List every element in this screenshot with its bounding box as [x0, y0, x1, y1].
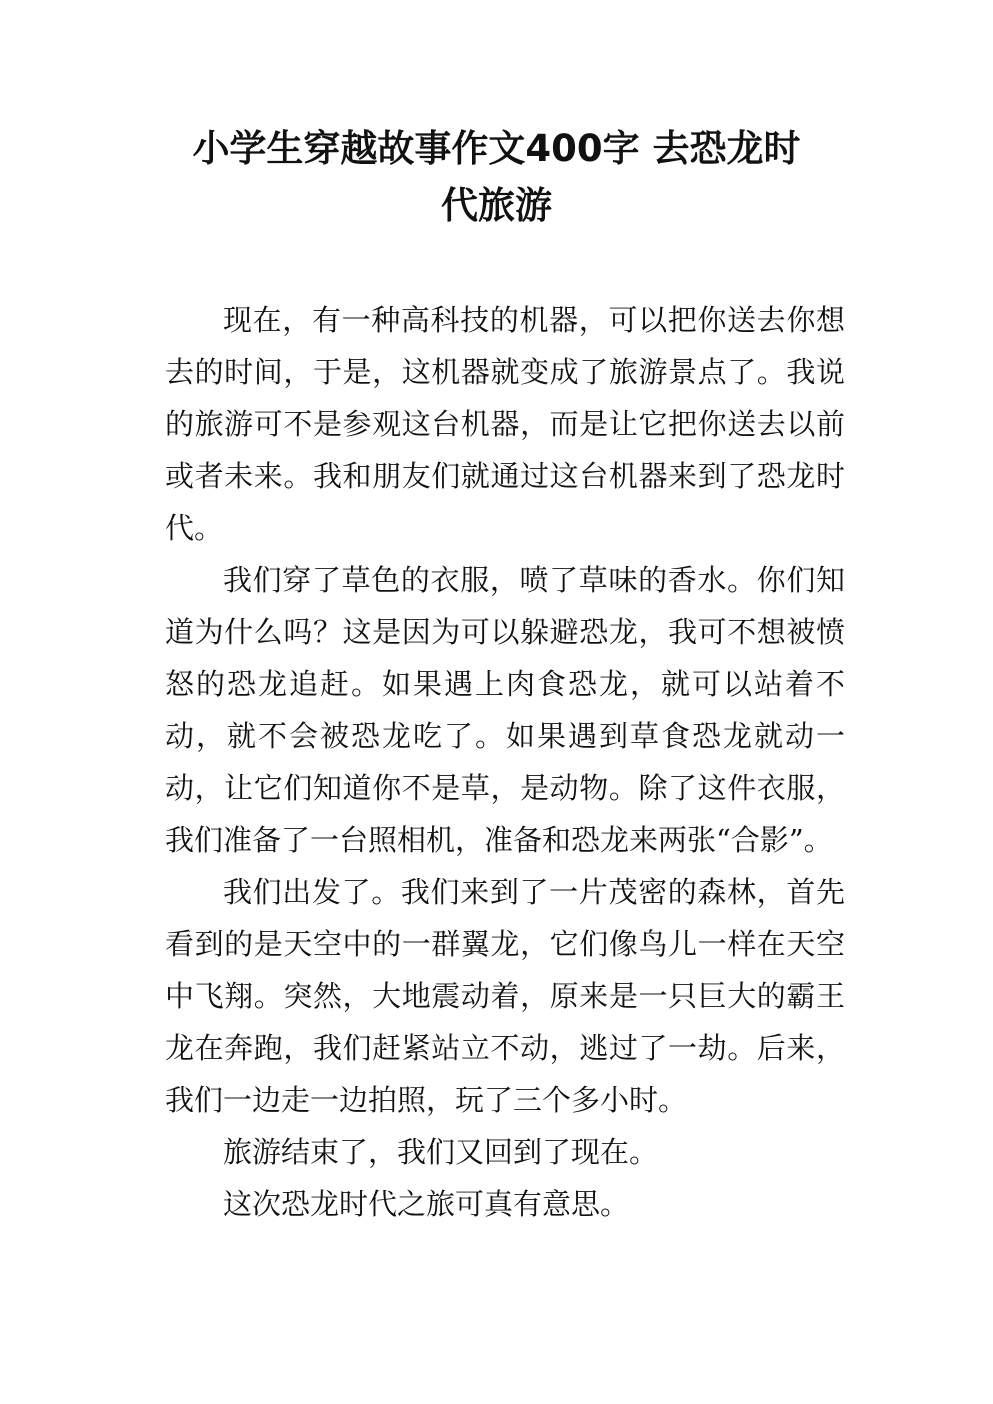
- title-line-1: 小学生穿越故事作文400字 去恐龙时: [192, 127, 801, 170]
- paragraph-1: 现在，有一种高科技的机器，可以把你送去你想去的时间，于是，这机器就变成了旅游景点了。我说的旅游可不是参观这台机器，而是让它把你送去以前或者未来。我和朋友们就通过这台机器来到了恐龙时代。: [165, 303, 845, 545]
- paragraph-3: 我们出发了。我们来到了一片茂密的森林，首先看到的是天空中的一群翼龙，它们像鸟儿一样在天空中飞翔。突然，大地震动着，原来是一只巨大的霸王龙在奔跑，我们赶紧站立不动，逃过了一劫。后来，我们一边走一边拍照，玩了三个多小时。: [165, 875, 845, 1117]
- page-title: [150, 120, 843, 234]
- essay-body: [165, 294, 845, 1230]
- title-line-2: 代旅游: [441, 184, 552, 227]
- paragraph-2: 我们穿了草色的衣服，喷了草味的香水。你们知道为什么吗？这是因为可以躲避恐龙，我可不想被愤怒的恐龙追赶。如果遇上肉食恐龙，就可以站着不动，就不会被恐龙吃了。如果遇到草食恐龙就动一动，让它们知道你不是草，是动物。除了这件衣服，我们准备了一台照相机，准备和恐龙来两张“合影”。: [165, 563, 845, 857]
- paragraph-5: 这次恐龙时代之旅可真有意思。: [223, 1187, 630, 1221]
- paragraph-4: 旅游结束了，我们又回到了现在。: [223, 1135, 659, 1169]
